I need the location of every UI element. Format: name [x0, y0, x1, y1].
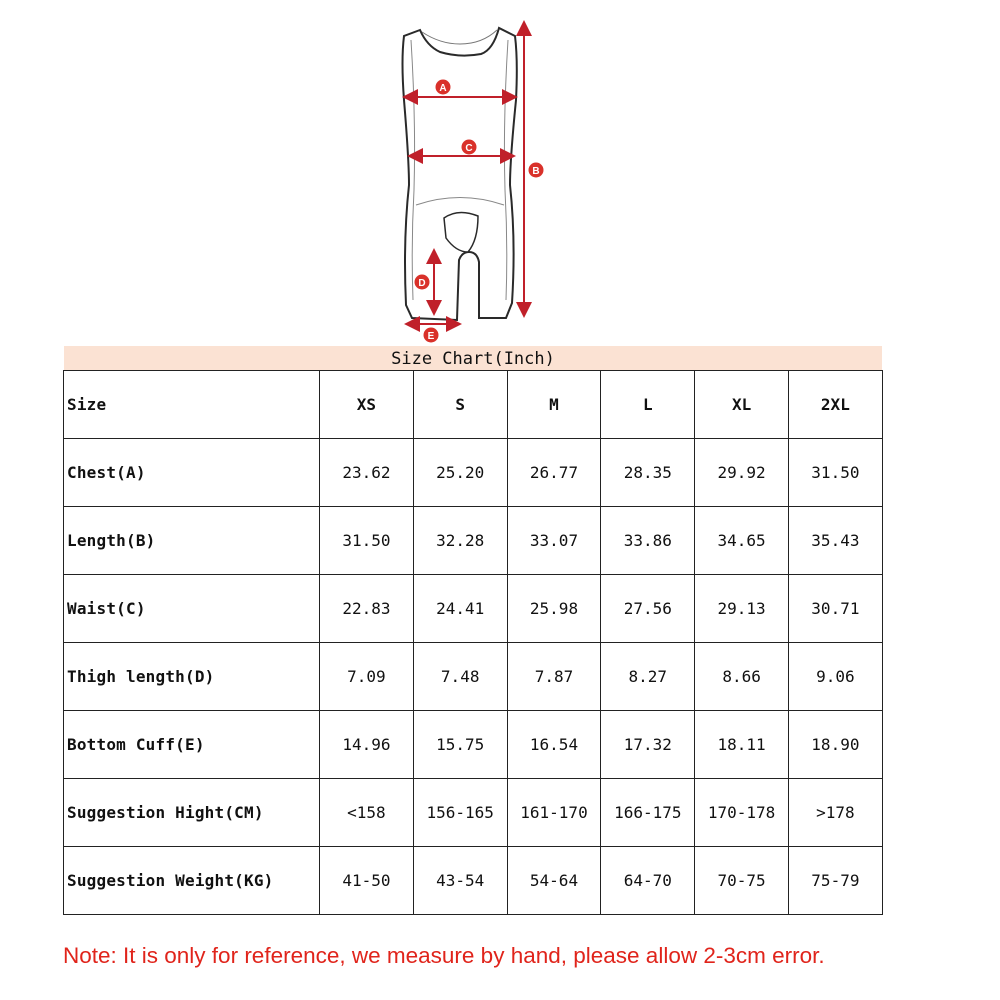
table-cell: 30.71	[788, 575, 882, 643]
table-cell: 64-70	[601, 847, 695, 915]
table-cell: 7.48	[413, 643, 507, 711]
table-cell: 25.20	[413, 439, 507, 507]
row-label: Thigh length(D)	[64, 643, 320, 711]
table-row	[64, 575, 883, 643]
table-cell: 29.92	[695, 439, 789, 507]
size-chart-table	[63, 370, 883, 915]
svg-text:C: C	[465, 143, 473, 154]
table-cell: 33.86	[601, 507, 695, 575]
size-header: S	[413, 371, 507, 439]
table-cell: <158	[320, 779, 414, 847]
table-row	[64, 779, 883, 847]
table-cell: 54-64	[507, 847, 601, 915]
table-cell: 16.54	[507, 711, 601, 779]
neckline	[422, 30, 497, 44]
row-label: Bottom Cuff(E)	[64, 711, 320, 779]
table-cell: 161-170	[507, 779, 601, 847]
table-cell: 14.96	[320, 711, 414, 779]
table-cell: 34.65	[695, 507, 789, 575]
table-cell: 18.90	[788, 711, 882, 779]
table-row	[64, 847, 883, 915]
svg-text:B: B	[532, 166, 540, 177]
garment-diagram	[0, 0, 1000, 345]
table-cell: 70-75	[695, 847, 789, 915]
table-cell: 9.06	[788, 643, 882, 711]
table-cell: 15.75	[413, 711, 507, 779]
table-cell: 24.41	[413, 575, 507, 643]
marker-e	[424, 328, 439, 343]
table-cell: 25.98	[507, 575, 601, 643]
size-header: L	[601, 371, 695, 439]
marker-b	[529, 163, 544, 178]
table-cell: 31.50	[788, 439, 882, 507]
table-cell: 22.83	[320, 575, 414, 643]
table-header-row	[64, 371, 883, 439]
table-cell: 7.87	[507, 643, 601, 711]
table-cell: 166-175	[601, 779, 695, 847]
size-chart-title: Size Chart(Inch)	[64, 346, 882, 370]
table-row	[64, 439, 883, 507]
row-label: Size	[64, 371, 320, 439]
table-row	[64, 507, 883, 575]
table-cell: 7.09	[320, 643, 414, 711]
size-header: XL	[695, 371, 789, 439]
table-cell: 31.50	[320, 507, 414, 575]
table-cell: 41-50	[320, 847, 414, 915]
row-label: Suggestion Hight(CM)	[64, 779, 320, 847]
table-cell: 43-54	[413, 847, 507, 915]
size-header: M	[507, 371, 601, 439]
row-label: Chest(A)	[64, 439, 320, 507]
table-cell: 75-79	[788, 847, 882, 915]
table-cell: 8.27	[601, 643, 695, 711]
table-cell: 26.77	[507, 439, 601, 507]
row-label: Waist(C)	[64, 575, 320, 643]
marker-d	[415, 275, 430, 290]
size-header: 2XL	[788, 371, 882, 439]
table-cell: 170-178	[695, 779, 789, 847]
svg-text:A: A	[439, 83, 447, 94]
table-cell: 35.43	[788, 507, 882, 575]
table-row	[64, 643, 883, 711]
table-cell: 23.62	[320, 439, 414, 507]
marker-c	[462, 140, 477, 155]
size-header: XS	[320, 371, 414, 439]
table-cell: 18.11	[695, 711, 789, 779]
table-cell: 28.35	[601, 439, 695, 507]
disclaimer-note: Note: It is only for reference, we measure by hand, please allow 2-3cm error.	[63, 943, 825, 968]
table-cell: 8.66	[695, 643, 789, 711]
table-cell: 17.32	[601, 711, 695, 779]
svg-text:D: D	[418, 278, 426, 289]
svg-text:E: E	[427, 331, 435, 342]
row-label: Length(B)	[64, 507, 320, 575]
table-cell: 32.28	[413, 507, 507, 575]
table-cell: >178	[788, 779, 882, 847]
table-cell: 156-165	[413, 779, 507, 847]
table-cell: 29.13	[695, 575, 789, 643]
table-cell: 27.56	[601, 575, 695, 643]
table-cell: 33.07	[507, 507, 601, 575]
row-label: Suggestion Weight(KG)	[64, 847, 320, 915]
table-row	[64, 711, 883, 779]
marker-a	[436, 80, 451, 95]
